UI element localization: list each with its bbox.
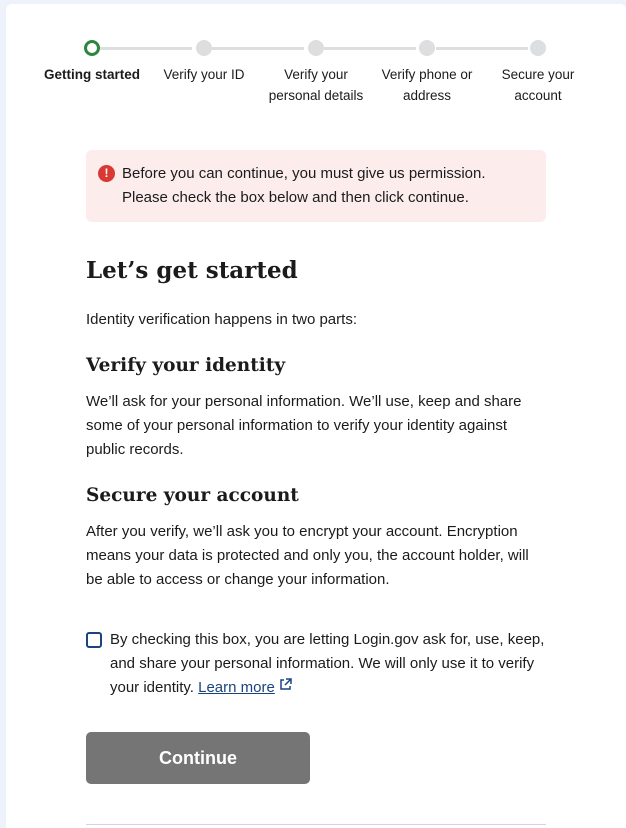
step-label-verify-id: Verify your ID [163,67,245,82]
main-content [86,254,546,592]
step-dot-phone-address [419,40,435,56]
external-link-icon [279,675,292,699]
step-dot-verify-id [196,40,212,56]
alert-message: Before you can continue, you must give us permission. Please check the box below and then click continue. [122,165,486,206]
consent-field [86,628,556,700]
learn-more-link[interactable]: Learn more [198,679,275,696]
step-label-personal-details: Verify your personal details [268,67,364,103]
continue-button[interactable]: Continue [86,732,310,784]
error-icon: ! [98,165,115,182]
step-connector [212,47,304,50]
section-body-secure-account: After you verify, we’ll ask you to encrypt your account. Encryption means your data is protected and only you, the account holder, will be able to access or change your information. [86,523,529,588]
step-connector [324,47,416,50]
step-indicator [6,34,626,114]
section-body-verify-identity: We’ll ask for your personal information. We’ll use, keep and share some of your personal information to verify your identity against public records. [86,393,522,458]
step-label-getting-started: Getting started [43,67,140,82]
step-dot-secure-account [530,40,546,56]
step-label-phone-address: Verify phone or address [381,67,473,103]
error-alert [86,150,546,222]
intro-text: Identity verification happens in two parts: [86,311,357,328]
step-connector [436,47,528,50]
section-heading-secure-account: Secure your account [86,485,299,506]
consent-checkbox[interactable] [86,632,102,648]
section-heading-verify-identity: Verify your identity [86,355,286,376]
step-dot-personal-details [308,40,324,56]
step-label-secure-account: Secure your account [501,67,575,103]
page-title: Let’s get started [86,257,298,284]
step-dot-getting-started [84,40,100,56]
consent-text: By checking this box, you are letting Login.gov ask for, use, keep, and share your personal information. We will only use it to verify your identity. [110,631,545,696]
page-card [6,4,626,828]
consent-label[interactable] [110,628,556,700]
divider [86,824,546,825]
step-connector [100,47,192,50]
